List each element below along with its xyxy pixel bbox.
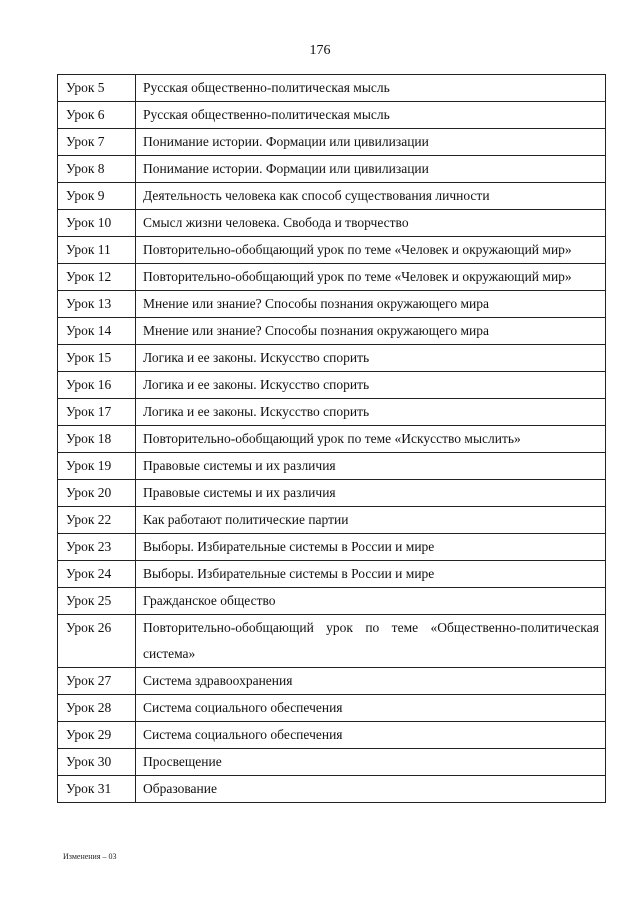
lesson-number-cell: Урок 28	[58, 695, 136, 722]
table-row	[58, 722, 606, 749]
lesson-number-cell: Урок 30	[58, 749, 136, 776]
lesson-topic-cell: Логика и ее законы. Искусство спорить	[136, 345, 606, 372]
table-row	[58, 399, 606, 426]
lesson-topic-cell: Логика и ее законы. Искусство спорить	[136, 372, 606, 399]
lesson-topic-cell: Просвещение	[136, 749, 606, 776]
table-row	[58, 776, 606, 803]
lesson-number-cell: Урок 5	[58, 75, 136, 102]
lesson-number-cell: Урок 11	[58, 237, 136, 264]
lesson-number-cell: Урок 14	[58, 318, 136, 345]
table-row	[58, 588, 606, 615]
table-row	[58, 561, 606, 588]
lesson-number-cell: Урок 18	[58, 426, 136, 453]
lesson-number-cell: Урок 24	[58, 561, 136, 588]
lesson-number-cell: Урок 8	[58, 156, 136, 183]
table-row	[58, 102, 606, 129]
table-row	[58, 210, 606, 237]
table-row	[58, 480, 606, 507]
lesson-topic-cell: Правовые системы и их различия	[136, 453, 606, 480]
table-row	[58, 291, 606, 318]
lesson-number-cell: Урок 31	[58, 776, 136, 803]
table-row	[58, 749, 606, 776]
table-row	[58, 318, 606, 345]
lesson-topic-cell: Система здравоохранения	[136, 668, 606, 695]
lesson-topic-cell: Понимание истории. Формации или цивилизации	[136, 129, 606, 156]
lesson-number-cell: Урок 29	[58, 722, 136, 749]
table-row	[58, 426, 606, 453]
table-row	[58, 695, 606, 722]
table-row	[58, 156, 606, 183]
footer-revision-note: Изменения – 03	[63, 852, 117, 861]
lesson-number-cell: Урок 9	[58, 183, 136, 210]
table-row	[58, 534, 606, 561]
table-row	[58, 507, 606, 534]
lesson-topic-cell: Система социального обеспечения	[136, 722, 606, 749]
lesson-number-cell: Урок 25	[58, 588, 136, 615]
table-row	[58, 264, 606, 291]
lesson-topic-cell: Как работают политические партии	[136, 507, 606, 534]
lesson-number-cell: Урок 12	[58, 264, 136, 291]
table-row	[58, 668, 606, 695]
lesson-topic-cell: Повторительно-обобщающий урок по теме «Человек и окружающий мир»	[136, 237, 606, 264]
lesson-number-cell: Урок 6	[58, 102, 136, 129]
lesson-number-cell: Урок 17	[58, 399, 136, 426]
table-row	[58, 75, 606, 102]
lesson-number-cell: Урок 19	[58, 453, 136, 480]
lesson-topic-cell: Понимание истории. Формации или цивилизации	[136, 156, 606, 183]
lesson-topic-cell: Правовые системы и их различия	[136, 480, 606, 507]
lesson-topic-cell: Логика и ее законы. Искусство спорить	[136, 399, 606, 426]
lesson-number-cell: Урок 27	[58, 668, 136, 695]
lesson-number-cell: Урок 22	[58, 507, 136, 534]
lesson-topic-cell: Русская общественно-политическая мысль	[136, 102, 606, 129]
lesson-number-cell: Урок 26	[58, 615, 136, 668]
lesson-topic-cell: Русская общественно-политическая мысль	[136, 75, 606, 102]
lesson-topic-cell: Повторительно-обобщающий урок по теме «Общественно-политическая система»	[136, 615, 606, 668]
lesson-number-cell: Урок 7	[58, 129, 136, 156]
lesson-topic-cell: Выборы. Избирательные системы в России и мире	[136, 561, 606, 588]
table-row	[58, 183, 606, 210]
lesson-number-cell: Урок 16	[58, 372, 136, 399]
lessons-table-body	[58, 75, 606, 803]
table-row	[58, 237, 606, 264]
lesson-topic-cell: Повторительно-обобщающий урок по теме «Искусство мыслить»	[136, 426, 606, 453]
lesson-number-cell: Урок 23	[58, 534, 136, 561]
lesson-topic-cell: Выборы. Избирательные системы в России и мире	[136, 534, 606, 561]
lesson-topic-cell: Гражданское общество	[136, 588, 606, 615]
page-number: 176	[309, 43, 331, 58]
lesson-topic-cell: Мнение или знание? Способы познания окружающего мира	[136, 291, 606, 318]
lesson-topic-cell: Деятельность человека как способ существования личности	[136, 183, 606, 210]
table-row	[58, 615, 606, 668]
lesson-number-cell: Урок 15	[58, 345, 136, 372]
lesson-topic-cell: Образование	[136, 776, 606, 803]
lesson-topic-cell: Мнение или знание? Способы познания окружающего мира	[136, 318, 606, 345]
lesson-topic-cell: Система социального обеспечения	[136, 695, 606, 722]
lesson-number-cell: Урок 10	[58, 210, 136, 237]
lessons-table	[57, 74, 606, 803]
lesson-number-cell: Урок 13	[58, 291, 136, 318]
lesson-topic-cell: Повторительно-обобщающий урок по теме «Человек и окружающий мир»	[136, 264, 606, 291]
table-row	[58, 453, 606, 480]
table-row	[58, 129, 606, 156]
table-row	[58, 345, 606, 372]
lesson-topic-cell: Смысл жизни человека. Свобода и творчество	[136, 210, 606, 237]
lesson-number-cell: Урок 20	[58, 480, 136, 507]
table-row	[58, 372, 606, 399]
